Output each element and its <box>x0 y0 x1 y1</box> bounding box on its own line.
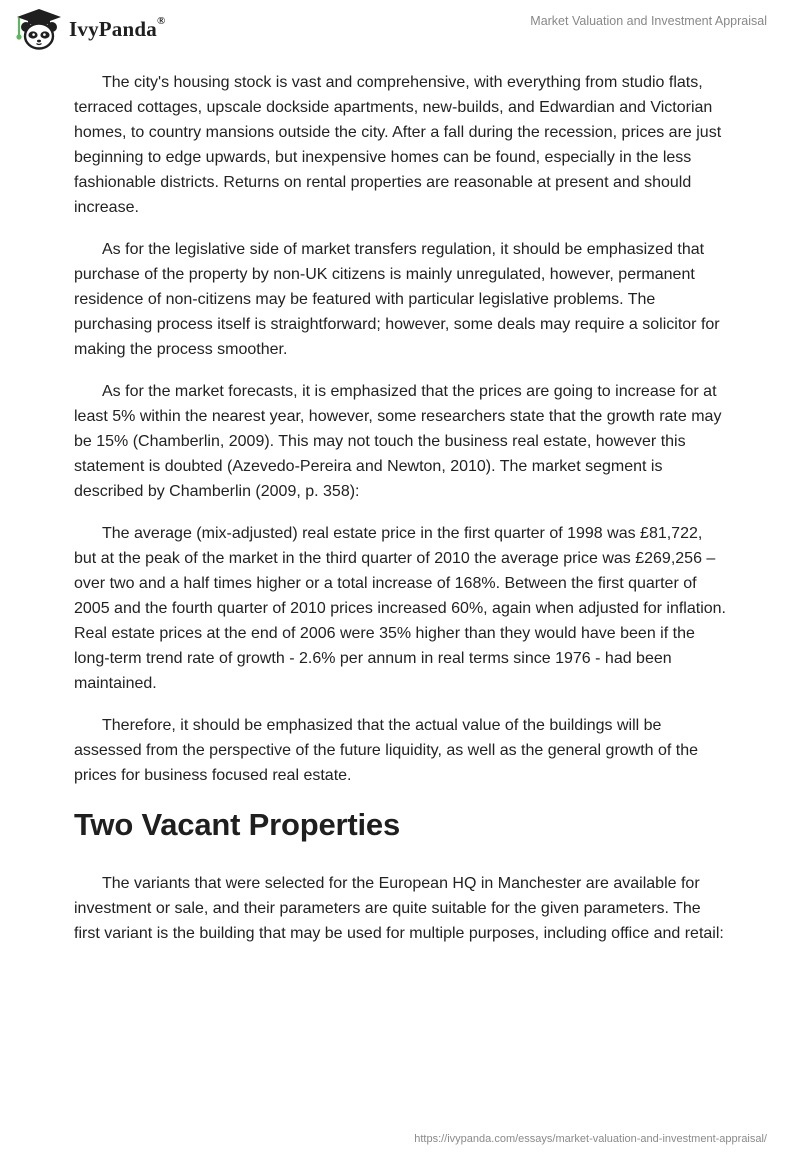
paragraph-quote-prices: The average (mix-adjusted) real estate price in the first quarter of 1998 was £81,722, but at the peak of the market in the third quarter of 2010 the average price was £269,256 – over two and a half times higher or a total increase of 168%. Between the first quarter of 2005 and the fourth quarter of 2010 prices increased 60%, again when adjusted for inflation. Real estate prices at the end of 2006 were 35% higher than they would have been if the long-term trend rate of growth - 2.6% per annum in real terms since 1976 - had been maintained. <box>74 525 726 692</box>
panda-graduate-icon <box>15 7 63 51</box>
paragraph-conclusion: Therefore, it should be emphasized that the actual value of the buildings will be assessed from the perspective of the future liquidity, as well as the general growth of the prices for business focused real estate. <box>74 717 699 784</box>
brand-logo[interactable] <box>15 7 165 51</box>
document-title: Market Valuation and Investment Appraisal <box>530 14 767 28</box>
section-heading: Two Vacant Properties <box>74 807 400 842</box>
footer-url[interactable]: https://ivypanda.com/essays/market-valuation-and-investment-appraisal/ <box>414 1133 767 1145</box>
essay-content <box>74 70 726 963</box>
paragraph-housing-stock: The city's housing stock is vast and comprehensive, with everything from studio flats, terraced cottages, upscale dockside apartments, new-builds, and Edwardian and Victorian homes, to country mansions outside the city. After a fall during the recession, prices are just beginning to edge upwards, but inexpensive homes can be found, especially in the less fashionable districts. Returns on rental properties are reasonable at present and should increase. <box>74 74 722 216</box>
paragraph-legislation: As for the legislative side of market transfers regulation, it should be emphasized that purchase of the property by non-UK citizens is mainly unregulated, however, permanent residence of non-citizens may be featured with particular legislative problems. The purchasing process itself is straightforward; however, some deals may require a solicitor for making the process smoother. <box>74 241 720 358</box>
page-header <box>0 0 800 60</box>
paragraph-market-forecasts: As for the market forecasts, it is emphasized that the prices are going to increase for at least 5% within the nearest year, however, some researchers state that the growth rate may be 15% (Chamberlin, 2009). This may not touch the business real estate, however this statement is doubted (Azevedo-Pereira and Newton, 2010). The market segment is described by Chamberlin (2009, p. 358): <box>74 383 722 500</box>
brand-name: IvyPanda® <box>69 14 166 41</box>
paragraph-vacant-properties: The variants that were selected for the European HQ in Manchester are available for investment or sale, and their parameters are quite suitable for the given parameters. The first variant is the building that may be used for multiple purposes, including office and retail: <box>74 875 724 942</box>
